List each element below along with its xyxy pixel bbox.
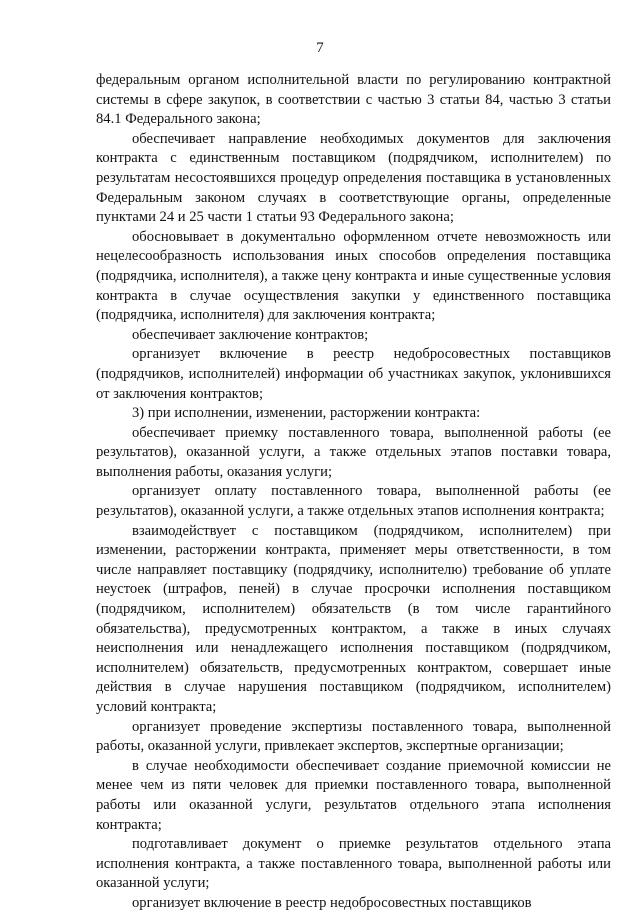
paragraph-13: организует включение в реестр недобросовестных поставщиков bbox=[132, 894, 532, 911]
paragraph-9: взаимодействует с поставщиком (подрядчиком, исполнителем) при изменении, расторжении контракта, применяет меры ответственности, в том числе направляет поставщику (подрядчику, исполнителю) требование об уплате неустоек (штрафов, пеней) в случае просрочки исполнения поставщиком (подрядчиком, исполнителем) обязательств (в том числе гарантийного обязательства), предусмотренных контрактом, а также в иных случаях неисполнения или ненадлежащего исполнения поставщиком (подрядчиком, исполнителем) обязательств, предусмотренных контрактом, совершает иные действия в случае нарушения поставщиком (подрядчиком, исполнителем) условий контракта; bbox=[96, 522, 611, 715]
paragraph-4: обеспечивает заключение контрактов; bbox=[132, 326, 369, 343]
paragraph-12: подготавливает документ о приемке результатов отдельного этапа исполнения контракта, а также поставленного товара, выполненной работы или оказанной услуги; bbox=[96, 836, 611, 892]
paragraph-1: федеральным органом исполнительной власти по регулированию контрактной системы в сфере закупок, в соответствии с частью 3 статьи 84, частью 3 статьи 84.1 Федерального закона; bbox=[96, 72, 611, 128]
paragraph-11: в случае необходимости обеспечивает создание приемочной комиссии не менее чем из пяти человек для приемки поставленного товара, выполненной работы или оказанной услуги, результатов отдельного этапа исполнения контракта; bbox=[96, 757, 611, 833]
paragraph-5: организует включение в реестр недобросовестных поставщиков (подрядчиков, исполнителей) информации об участниках закупок, уклонившихся от заключения контрактов; bbox=[96, 346, 611, 402]
paragraph-8: организует оплату поставленного товара, выполненной работы (ее результатов), оказанной услуги, а также отдельных этапов исполнения контракта; bbox=[96, 483, 611, 520]
page-number: 7 bbox=[316, 40, 324, 56]
paragraph-6: 3) при исполнении, изменении, расторжении контракта: bbox=[132, 405, 481, 422]
paragraph-3: обосновывает в документально оформленном отчете невозможность или нецелесообразность использования иных способов определения поставщика (подрядчика, исполнителя), а также цену контракта и иные существенные условия контракта в случае осуществления закупки у единственного поставщика (подрядчика, исполнителя) для заключения контракта; bbox=[96, 228, 611, 324]
paragraph-7: обеспечивает приемку поставленного товара, выполненной работы (ее результатов), оказанной услуги, а также отдельных этапов поставки товара, выполнения работы, оказания услуги; bbox=[96, 424, 611, 480]
document-body bbox=[96, 71, 611, 914]
paragraph-2: обеспечивает направление необходимых документов для заключения контракта с единственным поставщиком (подрядчиком, исполнителем) по результатам несостоявшихся процедур определения поставщика в установленных Федеральным законом случаях в соответствующие органы, определенные пунктами 24 и 25 части 1 статьи 93 Федерального закона; bbox=[96, 130, 611, 226]
paragraph-10: организует проведение экспертизы поставленного товара, выполненной работы, оказанной услуги, привлекает экспертов, экспертные организации; bbox=[96, 718, 611, 755]
